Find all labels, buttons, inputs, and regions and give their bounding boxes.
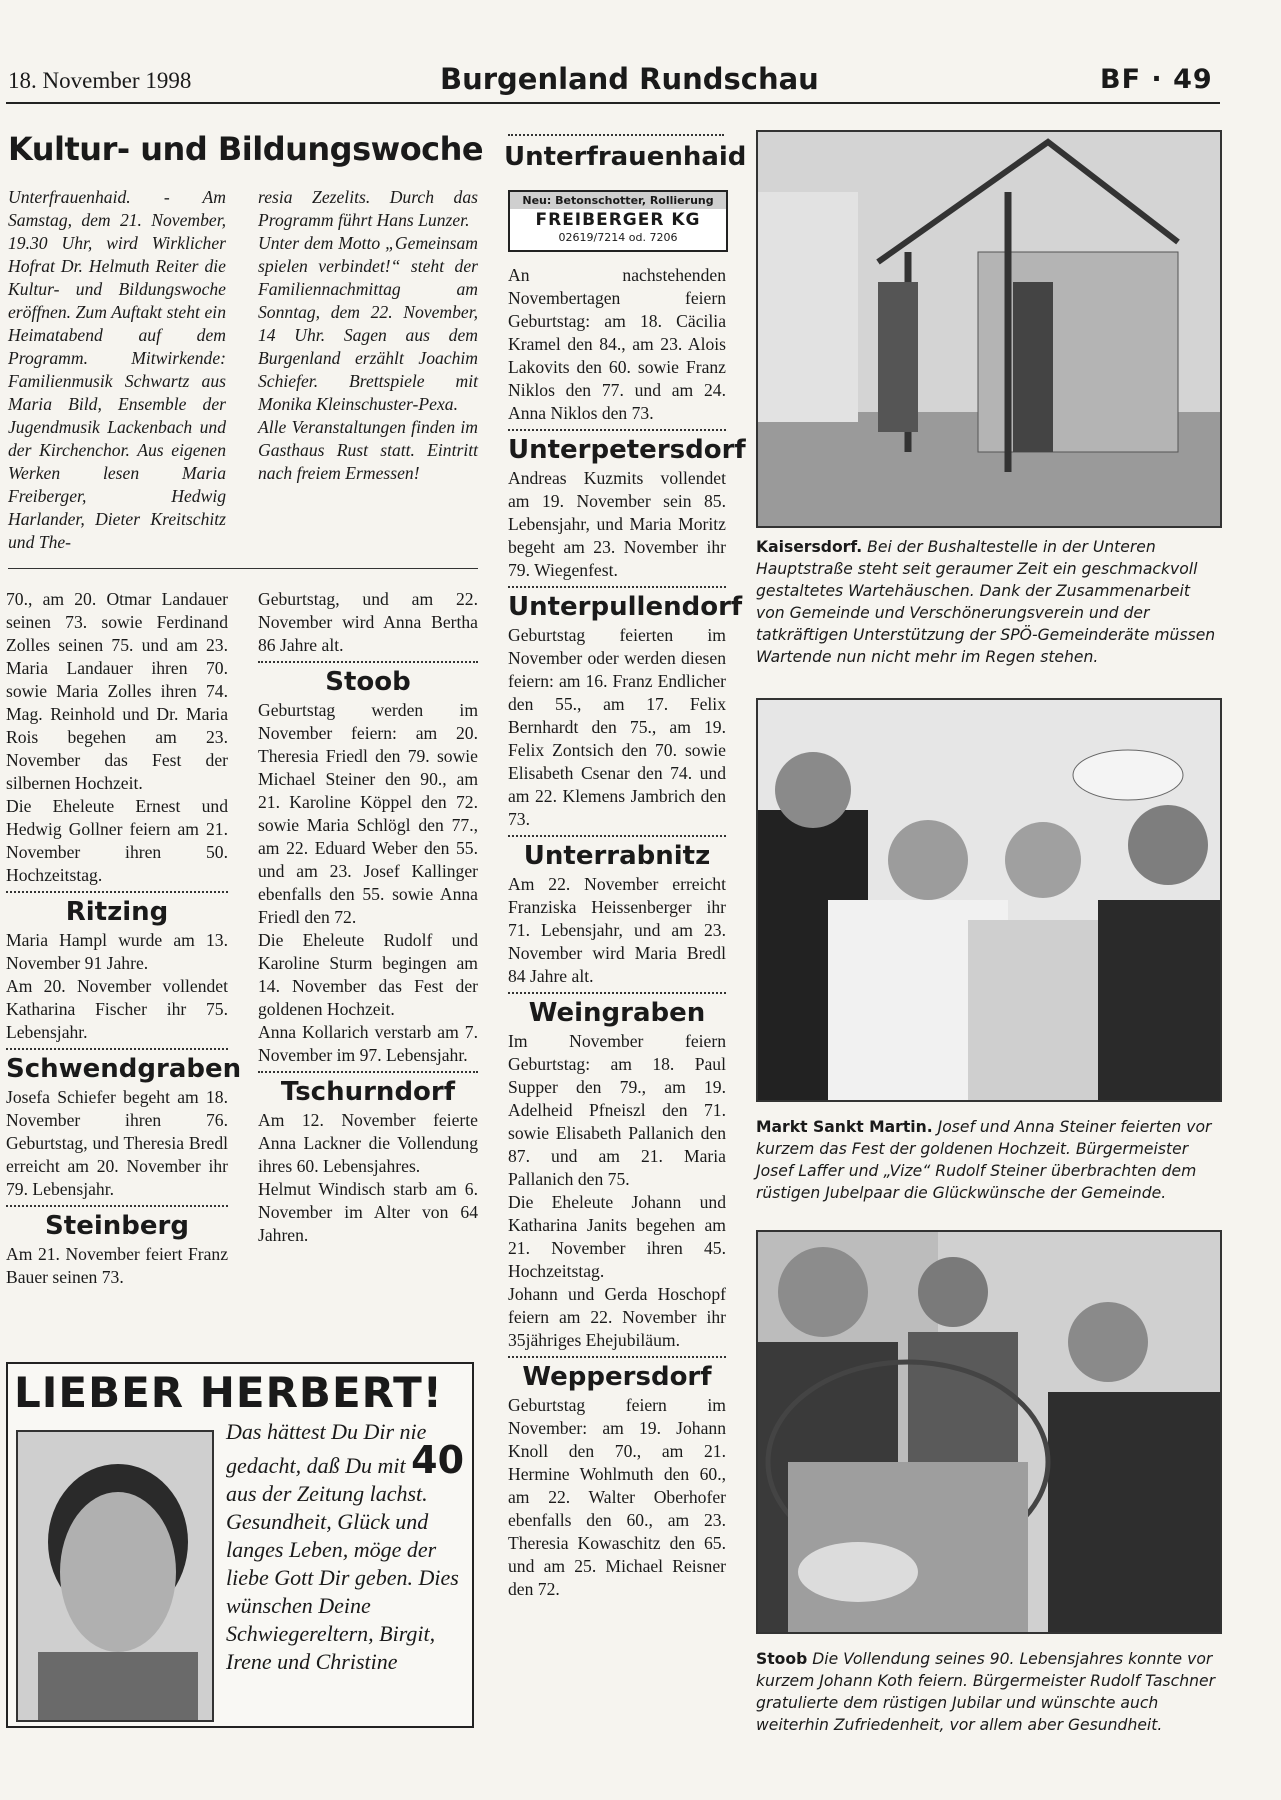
section-title-steinberg: Steinberg [45,1211,189,1241]
header-rule [6,102,1220,104]
birthday-basket-image [758,1232,1220,1632]
section-title-tschurndorf: Tschurndorf [280,1077,456,1107]
greeting-text [226,1418,466,1676]
section-divider [508,1356,726,1358]
newspaper-title: Burgenland Rundschau [440,62,819,96]
article-text: Geburtstag feierten im November oder werden diesen feiern: am 16. Franz Endlicher den 55., am 17. Felix Bernhardt den 75., am 19. Felix Zontsich den 70. sowie Elisabeth Csenar den 74. und am 22. Klemens Jambrich den 73. [508,625,726,829]
page-number: BF · 49 [1100,64,1213,95]
ad-company: FREIBERGER KG [535,210,701,230]
section-divider [508,586,726,588]
article-text: Die Eheleute Ernest und Hedwig Gollner feiern am 21. November ihren 50. Hochzeitstag. [6,796,228,885]
column3 [508,264,746,1601]
caption-place: Markt Sankt Martin. [756,1118,933,1136]
article-text: Anna Kollarich verstarb am 7. November im 97. Lebensjahr. [258,1022,478,1065]
section-title-unterrabnitz: Unterrabnitz [523,841,711,871]
article-text: Die Eheleute Johann und Katharina Janits begehen am 21. November ihren 45. Hochzeitstag. [508,1192,726,1281]
section-title-unterpetersdorf: Unterpetersdorf [508,435,746,465]
ad-phone: 02619/7214 od. 7206 [558,231,678,244]
ad-line: Neu: Betonschotter, Rollierung [510,192,726,209]
caption-text: Bei der Bushaltestelle in der Unteren Hauptstraße steht seit geraumer Zeit ein geschmackvoll gestaltetes Wartehäuschen. Dank der Zusammenarbeit von Gemeinde und Verschönerungsverein und der tatkräftigen Unterstützung der SPÖ-Gemeinderäte müssen Wartende nun nicht mehr im Regen stehen. [756,538,1216,666]
headline-kulturwoche: Kultur- und Bildungswoche [8,130,484,168]
caption-text: Die Vollendung seines 90. Lebensjahres konnte vor kurzem Johann Koth feiern. Bürgermeister Rudolf Taschner gratulierte dem rüstigen Jubilar und wünschte auch weiterhin Zufriedenheit, vor allem aber Gesundheit. [756,1650,1215,1734]
portrait-image [18,1432,212,1720]
section-title-unterfrauenhaid: Unterfrauenhaid [504,142,747,172]
greeting-line: aus der Zeitung lachst. Gesundheit, Glück und langes Leben, möge der liebe Gott Dir geben. Dies wünschen Deine Schwiegereltern, Birgit, Irene und Christine [226,1481,459,1674]
caption-place: Kaisersdorf. [756,538,863,556]
section-title-unterpullendorf: Unterpullendorf [508,592,743,622]
article-text: Unterfrauenhaid. - Am Samstag, dem 21. November, 19.30 Uhr, wird Wirklicher Hofrat Dr. Helmuth Reiter die Kultur- und Bildungswoche eröffnen. Zum Auftakt steht ein Heimatabend auf dem Programm. Mitwirkende: Familienmusik Schwartz aus Maria Bild, Ensemble der Jugendmusik Lackenbach und der Kirchenchor. Aus eigenen Werken lesen Maria Freiberger, Hedwig Harlander, Dieter Kreitschitz und The- [8,187,226,552]
greeting-line: Das hättest Du Dir nie gedacht, daß Du mit [226,1419,427,1478]
section-title-schwendgraben: Schwendgraben [6,1054,242,1084]
article-text: Am 21. November feiert Franz Bauer seinen 73. [6,1244,228,1287]
article-text: Andreas Kuzmits vollendet am 19. November sein 85. Lebensjahr, und Maria Moritz begeht am 23. November ihr 79. Wiegenfest. [508,468,726,580]
section-title-stoob: Stoob [325,667,411,697]
caption-kaisersdorf [756,536,1222,668]
section-divider [6,1048,228,1050]
article-rule [8,568,478,569]
article-text: Die Eheleute Rudolf und Karoline Sturm begingen am 14. November das Fest der goldenen Hochzeit. [258,930,478,1019]
greeting-portrait [16,1430,214,1722]
article-text: Am 20. November vollendet Katharina Fischer ihr 75. Lebensjahr. [6,976,228,1042]
section-title-ritzing: Ritzing [65,897,169,927]
caption-place: Stoob [756,1650,808,1668]
section-divider [258,1071,478,1073]
section-divider [508,134,724,136]
section-divider [6,891,228,893]
article-kulturwoche-part1 [8,186,226,554]
article-text: An nachstehenden Novembertagen feiern Geburtstag: am 18. Cäcilia Kramel den 84., am 23. Alois Lakovits den 60. sowie Franz Niklos den 77. und am 24. Anna Niklos den 73. [508,265,726,423]
section-title-weingraben: Weingraben [528,998,706,1028]
section-divider [508,992,726,994]
section-title-weppersdorf: Weppersdorf [522,1362,712,1392]
article-kulturwoche-part2 [258,186,478,485]
article-text: Im November feiern Geburtstag: am 18. Paul Supper den 79., am 19. Adelheid Pfneiszl den 71. sowie Elisabeth Pallanich den 87. und am 21. Maria Pallanich den 75. [508,1031,726,1189]
section-divider [258,661,478,663]
greeting-age: 40 [411,1438,465,1482]
article-text: Maria Hampl wurde am 13. November 91 Jahre. [6,930,228,973]
article-text: Geburtstag feiern im November: am 19. Johann Knoll den 70., am 21. Hermine Wohlmuth den 60., am 22. Walter Oberhofer ebenfalls den 60., am 23. Theresia Kowaschitz den 65. und am 25. Michael Reisner den 72. [508,1395,726,1599]
caption-stoob [756,1648,1222,1736]
column2-lower [258,588,478,1247]
photo-golden-wedding [756,698,1222,1102]
article-text: Helmut Windisch starb am 6. November im Alter von 64 Jahren. [258,1179,478,1245]
article-text: Am 12. November feierte Anna Lackner die Vollendung ihres 60. Lebensjahres. [258,1110,478,1176]
section-divider [6,1205,228,1207]
article-text: Am 22. November erreicht Franziska Heissenberger ihr 71. Lebensjahr, und am 23. November wird Maria Bredl 84 Jahre alt. [508,874,726,986]
article-text: Johann und Gerda Hoschopf feiern am 22. November ihr 35jähriges Ehejubiläum. [508,1284,726,1350]
issue-date: 18. November 1998 [8,68,192,93]
caption-markt-sankt-martin [756,1116,1222,1204]
column1-lower [6,588,242,1289]
article-text: resia Zezelits. Durch das Programm führt Hans Lunzer. [258,187,478,230]
greeting-title: LIEBER HERBERT! [14,1368,443,1417]
section-divider [508,429,726,431]
article-text: 70., am 20. Otmar Landauer seinen 73. sowie Ferdinand Zolles seinen 75. und am 23. Maria Landauer ihren 70. sowie Maria Zolles ihren 74. Mag. Reinhold und Dr. Maria Rois begehen am 23. November das Fest der silbernen Hochzeit. [6,589,228,793]
article-text: Unter dem Motto „Gemeinsam spielen verbindet!“ steht der Familiennachmittag am Sonntag, dem 22. November, 14 Uhr. Sagen aus dem Burgenland erzählt Joachim Schiefer. Brettspiele mit Monika Kleinschuster-Pexa. [258,233,478,414]
article-text: Alle Veranstaltungen finden im Gasthaus Rust statt. Eintritt nach freiem Ermessen! [258,417,478,483]
golden-wedding-image [758,700,1220,1100]
section-divider [508,835,726,837]
article-text: Josefa Schiefer begeht am 18. November ihren 76. Geburtstag, und Theresia Bredl erreicht am 20. November ihr 79. Lebensjahr. [6,1087,228,1199]
bus-shelter-image [758,132,1220,526]
advertisement-freiberger [508,190,728,252]
photo-bus-shelter [756,130,1222,528]
article-text: Geburtstag werden im November feiern: am 20. Theresia Friedl den 79. sowie Michael Steiner den 90., am 21. Karoline Köppel den 72. sowie Maria Schlögl den 77., am 22. Eduard Weber den 55. und am 23. Josef Kallinger ebenfalls den 55. sowie Anna Friedl den 72. [258,700,478,927]
photo-90th-birthday [756,1230,1222,1634]
article-text: Geburtstag, und am 22. November wird Anna Bertha 86 Jahre alt. [258,589,478,655]
caption-text: Josef und Anna Steiner feierten vor kurzem das Fest der goldenen Hochzeit. Bürgermeister Josef Laffer und „Vize“ Rudolf Steiner überbrachten dem rüstigen Jubelpaar die Glückwünsche der Gemeinde. [756,1118,1212,1202]
